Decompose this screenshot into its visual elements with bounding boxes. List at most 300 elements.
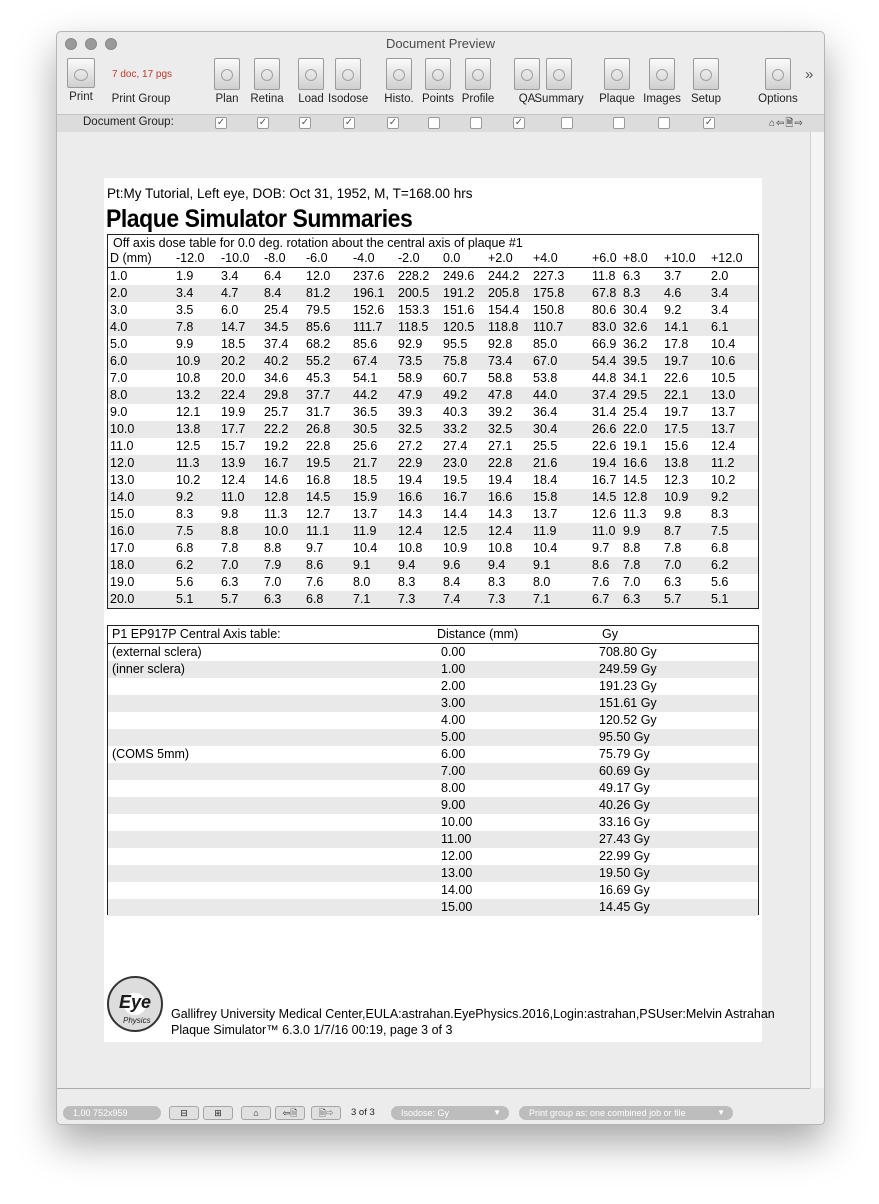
table-cell: 244.2 [488, 269, 520, 283]
table-cell: 227.3 [533, 269, 565, 283]
table-cell: 9.4 [488, 558, 506, 572]
table-cell: 6.7 [592, 592, 610, 606]
table-cell: 11.1 [306, 524, 330, 538]
table-row [108, 678, 758, 695]
table-cell: 22.6 [664, 371, 689, 385]
table-cell: 16.6 [488, 490, 513, 504]
table-cell: 6.1 [711, 320, 729, 334]
table-cell: 27.4 [443, 439, 468, 453]
table-cell: 14.00 [441, 883, 473, 897]
zoom-readout: 1.00 752x959 [63, 1106, 161, 1120]
table-cell: 44.2 [353, 388, 378, 402]
table-cell: 9.0 [110, 405, 128, 419]
table-cell: 111.7 [353, 320, 383, 334]
table-cell: 34.1 [623, 371, 648, 385]
table-cell: 8.8 [264, 541, 282, 555]
column-header: -10.0 [221, 251, 250, 265]
group-checkbox[interactable]: ✓ [258, 117, 268, 128]
table-cell: 10.9 [176, 354, 201, 368]
print-button[interactable]: Print [63, 58, 99, 103]
table-cell: 10.8 [176, 371, 201, 385]
group-checkbox[interactable]: ✓ [216, 117, 226, 128]
table-cell: 36.2 [623, 337, 648, 351]
toolbar-images-button[interactable]: Images [642, 58, 682, 105]
page-of-indicator: 3 of 3 [351, 1107, 375, 1118]
table-cell: 11.3 [264, 507, 288, 521]
toolbar-overflow-icon[interactable]: » [805, 66, 814, 83]
table-cell: 22.6 [592, 439, 617, 453]
table-cell: 8.3 [398, 575, 416, 589]
table-row [108, 644, 758, 661]
table-cell: 153.3 [398, 303, 430, 317]
table-cell: 18.4 [533, 473, 558, 487]
table-cell: 6.4 [264, 269, 282, 283]
table-cell: 2.0 [711, 269, 729, 283]
table-cell: 15.8 [533, 490, 558, 504]
table-cell: 92.9 [398, 337, 423, 351]
toolbar-setup-button[interactable]: Setup [686, 58, 726, 105]
table-cell: 11.0 [592, 524, 616, 538]
table-cell: 6.3 [221, 575, 239, 589]
table-cell: 19.7 [664, 354, 689, 368]
table-cell: 22.9 [398, 456, 423, 470]
table-cell: 3.4 [221, 269, 239, 283]
table-row [108, 489, 758, 506]
table-cell: 67.0 [533, 354, 558, 368]
table-cell: (external sclera) [112, 645, 202, 659]
table-cell: 73.5 [398, 354, 423, 368]
table-cell: 19.7 [664, 405, 689, 419]
table-cell: 40.3 [443, 405, 468, 419]
table-cell: 30.4 [533, 422, 558, 436]
table-cell: 2.0 [110, 286, 128, 300]
table-cell: 152.6 [353, 303, 385, 317]
column-header: +10.0 [664, 251, 696, 265]
table-cell: 19.9 [221, 405, 246, 419]
table-cell: 85.0 [533, 337, 558, 351]
table-cell: 7.8 [664, 541, 682, 555]
table-cell: 7.5 [176, 524, 194, 538]
table-cell: 9.2 [711, 490, 729, 504]
group-checkbox[interactable] [658, 117, 670, 129]
table-cell: 10.2 [711, 473, 736, 487]
table-cell: 7.8 [221, 541, 239, 555]
table-cell: 6.3 [623, 269, 641, 283]
table-cell: 15.6 [664, 439, 689, 453]
table-row [108, 763, 758, 780]
summary-icon [546, 58, 572, 90]
table-cell: 20.2 [221, 354, 246, 368]
table-cell: 18.5 [353, 473, 378, 487]
table-cell: 36.4 [533, 405, 558, 419]
table-cell: 19.4 [398, 473, 423, 487]
table-cell: 3.5 [176, 303, 194, 317]
table-cell: 9.6 [443, 558, 461, 572]
footer-institution: Gallifrey University Medical Center,EULA:astrahan.EyePhysics.2016,Login:astrahan,PSUser:Melvin Astrahan [171, 1007, 775, 1021]
column-header: P1 EP917P Central Axis table: [112, 627, 281, 641]
table-cell: 8.3 [623, 286, 641, 300]
table-cell: 10.8 [488, 541, 513, 555]
table-row [108, 421, 758, 438]
toolbar-plaque-button[interactable]: Plaque [597, 58, 637, 105]
table-cell: 81.2 [306, 286, 331, 300]
table-cell: 54.1 [353, 371, 378, 385]
table-cell: 14.0 [110, 490, 135, 504]
toolbar-plan-button[interactable]: Plan [207, 58, 247, 105]
toolbar-isodose-button[interactable]: Isodose [328, 58, 368, 105]
table-cell: 9.8 [221, 507, 239, 521]
table-cell: 16.69 Gy [599, 883, 650, 897]
table-cell: 12.0 [306, 269, 331, 283]
table-row [108, 268, 758, 285]
table-row [108, 899, 758, 916]
gear-icon [765, 58, 791, 90]
table-row [108, 729, 758, 746]
table-row [108, 336, 758, 353]
table-cell: 19.2 [264, 439, 289, 453]
table-cell: 8.3 [711, 507, 729, 521]
column-header: -8.0 [264, 251, 286, 265]
table-cell: 19.4 [488, 473, 513, 487]
group-checkbox[interactable]: ✓ [704, 117, 714, 128]
table-cell: 3.4 [711, 286, 729, 300]
table-cell: 7.0 [623, 575, 641, 589]
table-cell: 8.6 [306, 558, 324, 572]
toolbar-qa-button[interactable]: QA [507, 58, 547, 105]
group-checkbox[interactable] [428, 117, 440, 129]
column-header: -6.0 [306, 251, 328, 265]
table-cell: 27.43 Gy [599, 832, 650, 846]
table-cell: 7.3 [488, 592, 506, 606]
setup-icon [693, 58, 719, 90]
column-header: +12.0 [711, 251, 743, 265]
profile-icon [465, 58, 491, 90]
table-cell: 47.8 [488, 388, 513, 402]
document-group-label: Document Group: [83, 116, 174, 128]
table-cell: 14.5 [306, 490, 331, 504]
table-cell: 9.7 [592, 541, 610, 555]
toolbar-histo-button[interactable]: Histo. [379, 58, 419, 105]
group-checkbox[interactable] [613, 117, 625, 129]
table-cell: 49.17 Gy [599, 781, 650, 795]
table-cell: 3.4 [711, 303, 729, 317]
table-cell: 12.5 [176, 439, 201, 453]
table-cell: 39.5 [623, 354, 648, 368]
table-cell: 10.6 [711, 354, 736, 368]
group-checkbox[interactable]: ✓ [300, 117, 310, 128]
group-checkbox[interactable]: ✓ [388, 117, 398, 128]
table-cell: 5.7 [664, 592, 682, 606]
document-preview-window [56, 31, 825, 1125]
table-cell: 21.6 [533, 456, 558, 470]
table-cell: 8.0 [353, 575, 371, 589]
table-cell: 54.4 [592, 354, 617, 368]
table-cell: 10.00 [441, 815, 473, 829]
patient-line: Pt:My Tutorial, Left eye, DOB: Oct 31, 1952, M, T=168.00 hrs [107, 186, 473, 201]
table-cell: 15.7 [221, 439, 246, 453]
table-cell: 20.0 [221, 371, 246, 385]
table-row [108, 387, 758, 404]
table-cell: 7.0 [110, 371, 128, 385]
table-cell: 3.4 [176, 286, 194, 300]
printer-icon [67, 58, 95, 88]
histo-icon [386, 58, 412, 90]
table-cell: 32.5 [488, 422, 513, 436]
document-group-bar [57, 114, 824, 133]
table-cell: 1.00 [441, 662, 466, 676]
table-cell: 22.0 [623, 422, 648, 436]
table-row [108, 712, 758, 729]
table-cell: 34.5 [264, 320, 289, 334]
table-cell: 10.4 [711, 337, 736, 351]
table-cell: 13.9 [221, 456, 246, 470]
table-cell: 9.2 [664, 303, 682, 317]
column-header: Distance (mm) [437, 627, 519, 641]
table-cell: 9.1 [353, 558, 371, 572]
table-row [108, 797, 758, 814]
table-cell: 19.5 [443, 473, 468, 487]
footer-version: Plaque Simulator™ 6.3.0 1/7/16 00:19, page 3 of 3 [171, 1023, 453, 1037]
table-cell: 26.8 [306, 422, 331, 436]
table-cell: 30.5 [353, 422, 378, 436]
table-cell: 45.3 [306, 371, 331, 385]
table-cell: 17.0 [110, 541, 135, 555]
table-cell: 13.2 [176, 388, 201, 402]
table-cell: 7.4 [443, 592, 461, 606]
next-page-button[interactable]: 🗎⇨ [311, 1106, 341, 1120]
table-cell: 29.8 [264, 388, 289, 402]
zoom-in-button[interactable]: ⊞ [203, 1106, 233, 1120]
table-cell: 12.0 [110, 456, 135, 470]
table-cell: 19.1 [623, 439, 648, 453]
table-cell: 58.9 [398, 371, 423, 385]
table-cell: 12.8 [623, 490, 648, 504]
table-cell: 40.2 [264, 354, 289, 368]
table-cell: 6.8 [711, 541, 729, 555]
table-cell: 15.0 [110, 507, 135, 521]
table-cell: 32.6 [623, 320, 648, 334]
table-cell: 95.50 Gy [599, 730, 650, 744]
table-cell: 23.0 [443, 456, 468, 470]
table-cell: 8.4 [264, 286, 282, 300]
toolbar-load-button[interactable]: Load [291, 58, 331, 105]
table-cell: 6.8 [306, 592, 324, 606]
table-cell: 21.7 [353, 456, 378, 470]
plaque-icon [604, 58, 630, 90]
eye-physics-logo [107, 976, 163, 1032]
table-cell: 9.9 [623, 524, 641, 538]
table-cell: 8.0 [110, 388, 128, 402]
table-cell: 13.0 [110, 473, 135, 487]
table-cell: 7.9 [264, 558, 282, 572]
table-cell: 22.99 Gy [599, 849, 650, 863]
table-cell: 80.6 [592, 303, 617, 317]
table-row [108, 370, 758, 387]
table-cell: 26.6 [592, 422, 617, 436]
table-cell: 6.0 [110, 354, 128, 368]
table-row [108, 848, 758, 865]
chevron-down-icon: ▼ [717, 1108, 725, 1117]
table-cell: 92.8 [488, 337, 513, 351]
toolbar-profile-button[interactable]: Profile [458, 58, 498, 105]
table-cell: 151.61 Gy [599, 696, 657, 710]
table-cell: 5.00 [441, 730, 466, 744]
table-cell: 25.5 [533, 439, 558, 453]
window-title: Document Preview [385, 36, 496, 51]
table-cell: 32.5 [398, 422, 423, 436]
table-cell: 6.3 [623, 592, 641, 606]
table-cell: 191.23 Gy [599, 679, 657, 693]
points-icon [425, 58, 451, 90]
print-group-badge: 7 doc, 17 pgs [112, 69, 173, 80]
table-cell: 4.7 [221, 286, 239, 300]
print-group-mode-select[interactable] [519, 1106, 733, 1120]
table-cell: 39.2 [488, 405, 513, 419]
table-cell: 7.1 [353, 592, 371, 606]
table-cell: 85.6 [306, 320, 331, 334]
table-cell: 3.00 [441, 696, 466, 710]
load-icon [298, 58, 324, 90]
print-group-button[interactable]: Print Group [107, 58, 175, 105]
table-row [108, 404, 758, 421]
table-cell: 16.7 [592, 473, 617, 487]
table-cell: 14.5 [592, 490, 617, 504]
table-cell: 7.8 [176, 320, 194, 334]
options-button[interactable]: Options [753, 58, 803, 105]
toolbar [57, 56, 824, 114]
table-cell: 3.7 [664, 269, 682, 283]
table-cell: 60.7 [443, 371, 468, 385]
table-cell: 14.1 [664, 320, 689, 334]
table-cell: 8.7 [664, 524, 682, 538]
table-cell: 5.7 [221, 592, 239, 606]
table-cell: 9.4 [398, 558, 416, 572]
isodose-icon [335, 58, 361, 90]
table-row [108, 661, 758, 678]
table-cell: 39.3 [398, 405, 423, 419]
column-header: 0.0 [443, 251, 461, 265]
table-cell: 60.69 Gy [599, 764, 650, 778]
table-cell: 15.9 [353, 490, 378, 504]
table-cell: 11.00 [441, 832, 472, 846]
table-cell: 12.4 [488, 524, 513, 538]
table-cell: 13.7 [533, 507, 558, 521]
table-cell: 120.5 [443, 320, 475, 334]
table-cell: 118.8 [488, 320, 519, 334]
table-cell: 22.8 [306, 439, 331, 453]
table-cell: 196.1 [353, 286, 385, 300]
table-cell: 11.3 [623, 507, 647, 521]
table-cell: 7.5 [711, 524, 729, 538]
table-row [108, 506, 758, 523]
table-cell: 33.2 [443, 422, 468, 436]
table-cell: 12.6 [592, 507, 617, 521]
table-cell: 9.1 [533, 558, 551, 572]
table-cell: 7.1 [533, 592, 551, 606]
table-cell: 25.7 [264, 405, 289, 419]
toolbar-retina-button[interactable]: Retina [247, 58, 287, 105]
table-cell: 16.6 [623, 456, 648, 470]
toolbar-summary-button[interactable]: Summary [532, 58, 586, 105]
table-cell: 10.9 [664, 490, 689, 504]
toolbar-points-button[interactable]: Points [418, 58, 458, 105]
table-cell: 8.00 [441, 781, 466, 795]
document-page [104, 178, 775, 1042]
page-nav-icons[interactable]: ⌂⇦🗎⇨ [769, 118, 804, 129]
off-axis-dose-table [107, 234, 759, 609]
table-row [108, 591, 758, 608]
table-cell: 22.8 [488, 456, 513, 470]
table-row [108, 353, 758, 370]
table-cell: 10.0 [110, 422, 135, 436]
table-cell: 249.59 Gy [599, 662, 657, 676]
table-cell: 19.5 [306, 456, 331, 470]
table-cell: 14.6 [264, 473, 289, 487]
table-cell: 9.9 [176, 337, 194, 351]
table-cell: 1.9 [176, 269, 194, 283]
table-row [108, 540, 758, 557]
table-cell: 79.5 [306, 303, 331, 317]
group-checkbox[interactable] [470, 117, 482, 129]
table-cell: 8.8 [221, 524, 239, 538]
table-cell: 9.8 [664, 507, 682, 521]
column-header: +4.0 [533, 251, 558, 265]
table-cell: 14.7 [221, 320, 246, 334]
table-cell: 67.4 [353, 354, 378, 368]
table-cell: 10.2 [176, 473, 201, 487]
table-cell: 1.0 [110, 269, 128, 283]
table-cell: 11.8 [592, 269, 616, 283]
group-checkbox[interactable]: ✓ [344, 117, 354, 128]
table-cell: (COMS 5mm) [112, 747, 190, 761]
table-cell: 85.6 [353, 337, 378, 351]
previous-page-button[interactable]: ⇦🗎 [275, 1106, 305, 1120]
zoom-out-button[interactable]: ⊟ [169, 1106, 199, 1120]
table-cell: 6.00 [441, 747, 466, 761]
home-button[interactable]: ⌂ [241, 1106, 271, 1120]
table-cell: 14.3 [488, 507, 513, 521]
table-row [108, 695, 758, 712]
table-cell: 37.4 [264, 337, 289, 351]
table-cell: 150.8 [533, 303, 565, 317]
table-cell: 95.5 [443, 337, 468, 351]
table-cell: 6.2 [711, 558, 729, 572]
table-cell: 3.0 [110, 303, 128, 317]
table-cell: 11.0 [110, 439, 134, 453]
column-header: Gy [602, 627, 618, 641]
table-cell: 12.1 [176, 405, 201, 419]
table-cell: 44.8 [592, 371, 617, 385]
group-checkbox[interactable] [561, 117, 573, 129]
table-cell: 13.7 [711, 405, 736, 419]
group-checkbox[interactable]: ✓ [514, 117, 524, 128]
table-cell: 10.9 [443, 541, 468, 555]
table-cell: 2.00 [441, 679, 466, 693]
table-cell: 12.8 [264, 490, 289, 504]
isodose-select[interactable] [391, 1106, 509, 1120]
table-cell: 11.9 [533, 524, 557, 538]
table-row [108, 780, 758, 797]
table-cell: 17.8 [664, 337, 689, 351]
table-cell: 19.0 [110, 575, 135, 589]
vertical-scrollbar[interactable] [810, 132, 824, 1088]
table-cell: 31.4 [592, 405, 617, 419]
table-cell: 37.7 [306, 388, 331, 402]
table-cell: 25.6 [353, 439, 378, 453]
table-row [108, 557, 758, 574]
table-cell: 4.0 [110, 320, 128, 334]
table-cell: 4.6 [664, 286, 682, 300]
